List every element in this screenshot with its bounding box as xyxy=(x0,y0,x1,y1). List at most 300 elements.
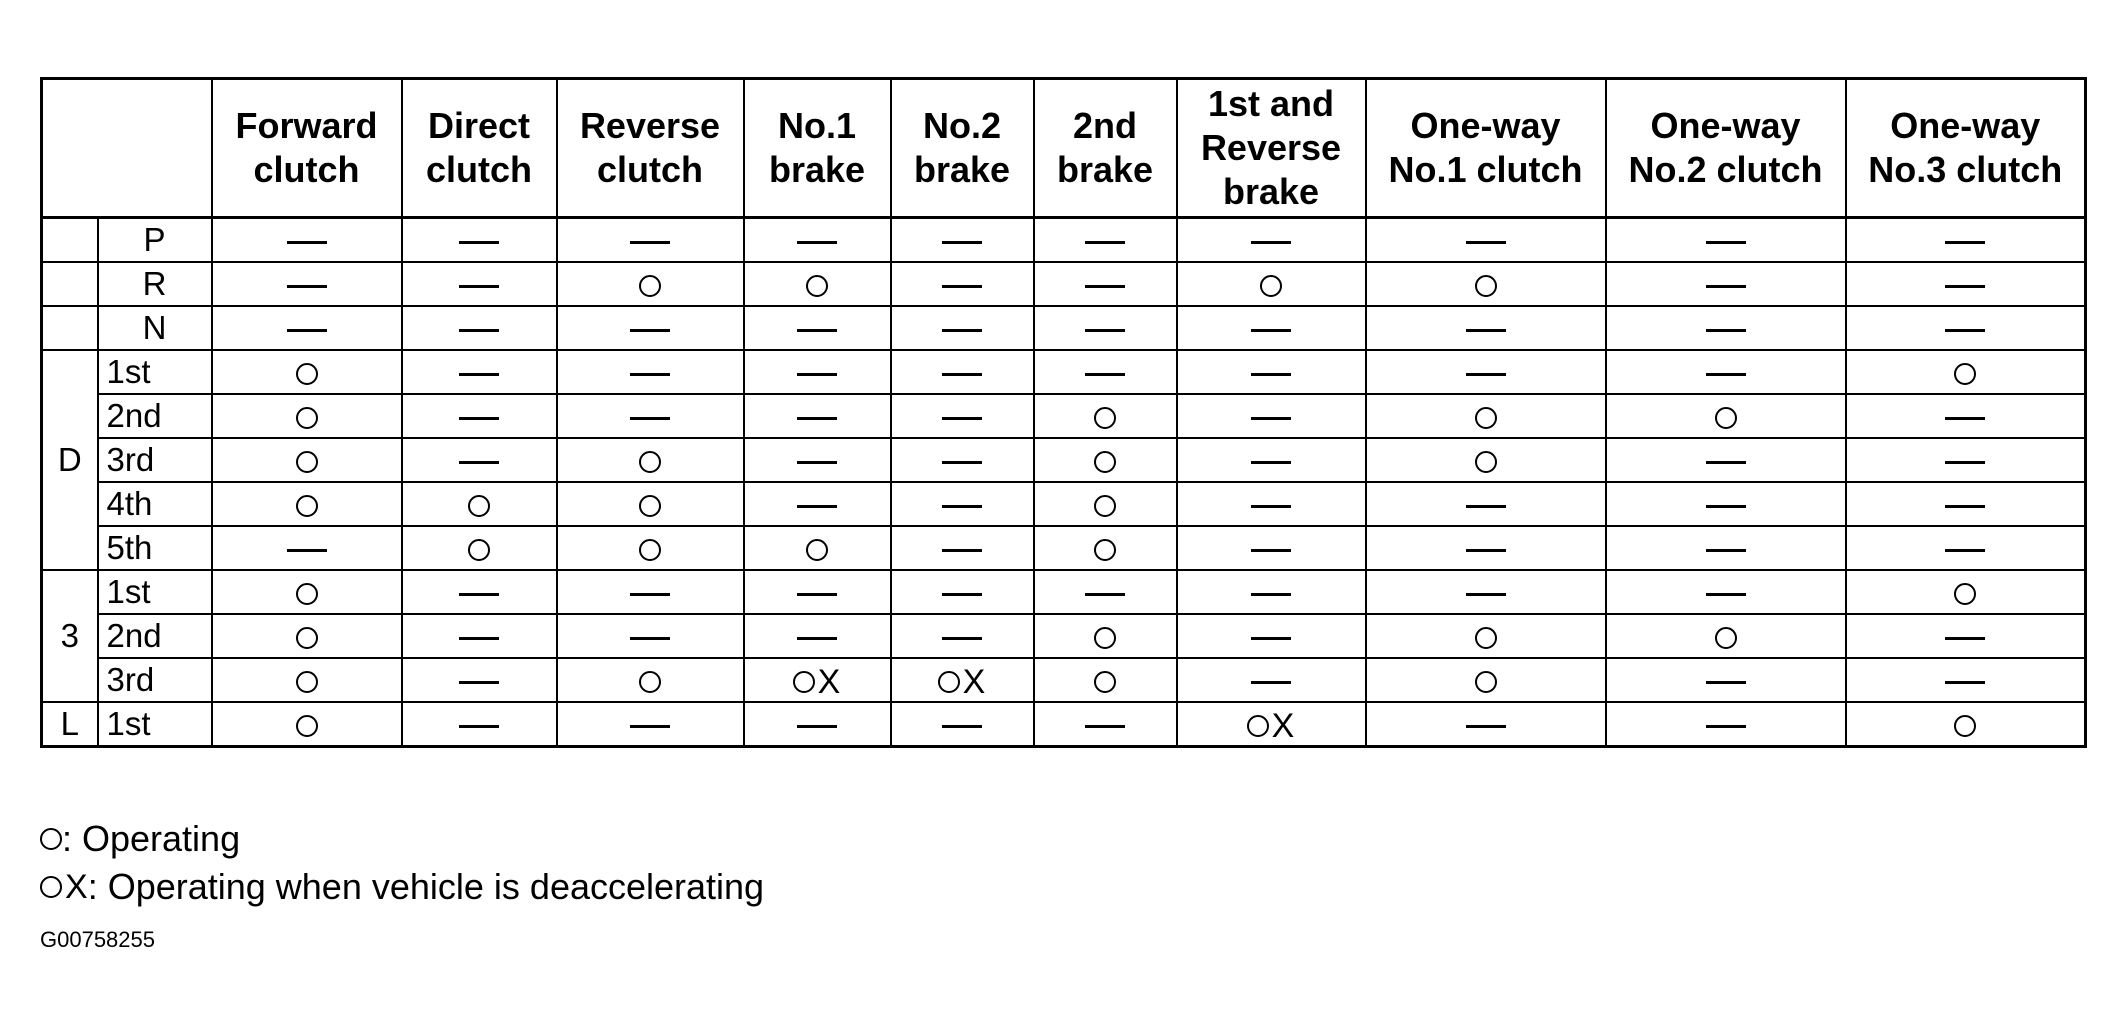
operation-cell xyxy=(744,438,891,482)
not-operating-dash xyxy=(287,329,327,332)
column-header-line: Forward xyxy=(235,105,378,146)
operation-cell xyxy=(1034,218,1177,263)
operation-cell xyxy=(891,526,1034,570)
operating-circle-icon xyxy=(639,451,661,473)
column-header xyxy=(557,79,744,218)
operating-circle-icon xyxy=(1094,539,1116,561)
operation-cell xyxy=(402,218,557,263)
column-header-line: 1st and xyxy=(1207,83,1335,124)
column-header-line: No.3 clutch xyxy=(1868,149,2063,190)
operation-cell xyxy=(1034,438,1177,482)
not-operating-dash xyxy=(459,285,499,288)
operation-cell xyxy=(1034,394,1177,438)
operation-cell xyxy=(1177,702,1366,747)
column-header xyxy=(744,79,891,218)
operating-circle-icon xyxy=(296,495,318,517)
not-operating-dash xyxy=(942,329,982,332)
not-operating-dash xyxy=(797,329,837,332)
operation-cell xyxy=(212,570,402,614)
operation-cell xyxy=(1177,614,1366,658)
operating-circle-icon xyxy=(1094,495,1116,517)
range-label: N xyxy=(98,306,212,350)
gear-label: 1st xyxy=(98,350,212,394)
legend-symbol xyxy=(40,870,88,904)
operation-cell xyxy=(1846,614,2086,658)
operation-cell xyxy=(557,262,744,306)
table-header-row xyxy=(42,79,2086,218)
not-operating-dash xyxy=(1251,329,1291,332)
operating-circle-icon xyxy=(1715,627,1737,649)
operation-cell xyxy=(212,350,402,394)
operation-cell xyxy=(1034,526,1177,570)
operation-cell xyxy=(557,306,744,350)
column-header-line: One-way xyxy=(1650,105,1801,146)
operation-cell xyxy=(1366,350,1606,394)
not-operating-dash xyxy=(1706,461,1746,464)
not-operating-dash xyxy=(1251,593,1291,596)
table-row xyxy=(42,570,2086,614)
operation-cell xyxy=(557,218,744,263)
operation-cell xyxy=(212,482,402,526)
operation-cell xyxy=(891,614,1034,658)
operation-cell xyxy=(1606,438,1846,482)
operating-circle-icon xyxy=(1954,715,1976,737)
operation-cell xyxy=(1366,218,1606,263)
operation-cell xyxy=(891,218,1034,263)
not-operating-dash xyxy=(1706,725,1746,728)
operation-cell xyxy=(402,262,557,306)
operating-circle-icon xyxy=(468,539,490,561)
legend-item-deaccelerating xyxy=(40,863,764,911)
operation-cell xyxy=(1366,658,1606,702)
not-operating-dash xyxy=(1085,285,1125,288)
not-operating-dash xyxy=(1945,329,1985,332)
operation-cell xyxy=(744,526,891,570)
operation-cell xyxy=(744,262,891,306)
not-operating-dash xyxy=(459,725,499,728)
not-operating-dash xyxy=(459,373,499,376)
not-operating-dash xyxy=(459,241,499,244)
column-header-line: No.1 clutch xyxy=(1388,149,1583,190)
column-header-line: 2nd xyxy=(1072,105,1137,146)
operating-circle-icon xyxy=(1094,671,1116,693)
column-header xyxy=(891,79,1034,218)
operation-cell xyxy=(1366,262,1606,306)
operation-cell xyxy=(402,614,557,658)
deaccelerating-x-mark: X xyxy=(65,868,88,906)
table-row xyxy=(42,658,2086,702)
table-row xyxy=(42,438,2086,482)
operation-cell xyxy=(744,218,891,263)
operation-cell xyxy=(891,658,1034,702)
operation-cell xyxy=(1846,482,2086,526)
column-header-line: One-way xyxy=(1410,105,1561,146)
column-header-line: No.2 xyxy=(922,105,1001,146)
not-operating-dash xyxy=(1085,241,1125,244)
not-operating-dash xyxy=(1085,593,1125,596)
operating-circle-icon xyxy=(296,363,318,385)
operation-cell xyxy=(557,526,744,570)
range-label: 3 xyxy=(42,570,98,702)
not-operating-dash xyxy=(1945,417,1985,420)
operating-circle-icon xyxy=(40,828,62,850)
column-header-line: brake xyxy=(768,149,866,190)
deaccelerating-x-mark: X xyxy=(1271,707,1296,746)
not-operating-dash xyxy=(459,637,499,640)
column-header xyxy=(1846,79,2086,218)
clutch-brake-operation-table xyxy=(40,77,2087,748)
range-blank-cell xyxy=(42,218,98,263)
operating-circle-icon xyxy=(806,539,828,561)
operating-circle-icon xyxy=(639,275,661,297)
operation-cell xyxy=(1034,658,1177,702)
operation-cell xyxy=(891,306,1034,350)
operation-cell xyxy=(744,614,891,658)
not-operating-dash xyxy=(797,593,837,596)
operation-cell xyxy=(1846,350,2086,394)
operation-cell xyxy=(212,218,402,263)
not-operating-dash xyxy=(1466,549,1506,552)
operating-circle-icon xyxy=(639,539,661,561)
operation-cell xyxy=(891,262,1034,306)
operation-cell xyxy=(1606,614,1846,658)
column-header xyxy=(1366,79,1606,218)
operation-cell xyxy=(557,482,744,526)
column-header xyxy=(212,79,402,218)
not-operating-dash xyxy=(1706,593,1746,596)
operation-cell xyxy=(557,702,744,747)
not-operating-dash xyxy=(1251,549,1291,552)
operating-circle-icon xyxy=(806,275,828,297)
operation-cell xyxy=(402,482,557,526)
operation-cell xyxy=(1034,702,1177,747)
table-row xyxy=(42,526,2086,570)
operation-cell xyxy=(557,658,744,702)
column-header-line: clutch xyxy=(253,149,360,190)
column-header-line: brake xyxy=(1056,149,1154,190)
operation-cell xyxy=(1366,526,1606,570)
operation-cell xyxy=(744,394,891,438)
operation-cell xyxy=(212,702,402,747)
operation-cell xyxy=(891,394,1034,438)
column-header-line: Reverse xyxy=(579,105,721,146)
operation-cell xyxy=(1034,262,1177,306)
not-operating-dash xyxy=(1706,505,1746,508)
not-operating-dash xyxy=(1945,461,1985,464)
not-operating-dash xyxy=(1706,285,1746,288)
range-label: L xyxy=(42,702,98,747)
operating-circle-icon xyxy=(1475,451,1497,473)
not-operating-dash xyxy=(1945,285,1985,288)
not-operating-dash xyxy=(1251,373,1291,376)
not-operating-dash xyxy=(1706,373,1746,376)
operation-cell xyxy=(212,262,402,306)
not-operating-dash xyxy=(797,505,837,508)
operating-circle-icon xyxy=(1247,715,1269,737)
not-operating-dash xyxy=(1251,681,1291,684)
operation-cell xyxy=(1177,218,1366,263)
not-operating-dash xyxy=(1706,329,1746,332)
legend-item-operating xyxy=(40,815,764,863)
operation-cell xyxy=(891,438,1034,482)
not-operating-dash xyxy=(942,461,982,464)
not-operating-dash xyxy=(1251,461,1291,464)
operation-cell xyxy=(1034,482,1177,526)
operating-circle-icon xyxy=(1954,583,1976,605)
not-operating-dash xyxy=(942,637,982,640)
operation-cell xyxy=(1846,526,2086,570)
operating-circle-icon xyxy=(468,495,490,517)
operation-cell xyxy=(1606,702,1846,747)
column-header-line: One-way xyxy=(1890,105,2041,146)
not-operating-dash xyxy=(1466,593,1506,596)
operation-cell xyxy=(212,394,402,438)
range-blank-cell xyxy=(42,262,98,306)
gear-label: 2nd xyxy=(98,614,212,658)
not-operating-dash xyxy=(942,505,982,508)
operating-circle-icon xyxy=(1715,407,1737,429)
operation-cell xyxy=(402,438,557,482)
not-operating-dash xyxy=(1945,241,1985,244)
gear-label: 1st xyxy=(98,702,212,747)
not-operating-dash xyxy=(1085,373,1125,376)
operation-cell xyxy=(402,658,557,702)
deaccelerating-x-mark: X xyxy=(962,663,987,702)
operation-cell xyxy=(891,570,1034,614)
not-operating-dash xyxy=(1706,549,1746,552)
operation-cell xyxy=(1606,482,1846,526)
operation-cell xyxy=(402,570,557,614)
column-header xyxy=(1606,79,1846,218)
operation-cell xyxy=(1177,526,1366,570)
table-row xyxy=(42,218,2086,263)
not-operating-dash xyxy=(1466,241,1506,244)
operation-cell xyxy=(1606,658,1846,702)
column-header-line: clutch xyxy=(596,149,703,190)
operating-circle-icon xyxy=(296,407,318,429)
operation-cell xyxy=(402,394,557,438)
legend-symbol xyxy=(40,828,62,850)
not-operating-dash xyxy=(459,593,499,596)
not-operating-dash xyxy=(459,681,499,684)
not-operating-dash xyxy=(797,373,837,376)
not-operating-dash xyxy=(1085,725,1125,728)
gear-label: 4th xyxy=(98,482,212,526)
not-operating-dash xyxy=(1251,417,1291,420)
deaccelerating-x-mark: X xyxy=(817,663,842,702)
operation-cell xyxy=(1034,350,1177,394)
operation-cell xyxy=(1177,570,1366,614)
not-operating-dash xyxy=(1466,725,1506,728)
not-operating-dash xyxy=(1706,681,1746,684)
operation-cell xyxy=(1606,262,1846,306)
column-header xyxy=(1177,79,1366,218)
legend xyxy=(40,815,764,911)
range-blank-cell xyxy=(42,306,98,350)
operating-circle-icon xyxy=(1094,451,1116,473)
table-row xyxy=(42,394,2086,438)
not-operating-dash xyxy=(797,461,837,464)
not-operating-dash xyxy=(942,285,982,288)
operation-cell xyxy=(1177,394,1366,438)
operation-cell xyxy=(1846,438,2086,482)
operation-cell xyxy=(744,350,891,394)
not-operating-dash xyxy=(942,593,982,596)
operating-circle-icon xyxy=(1475,627,1497,649)
operation-cell xyxy=(1034,306,1177,350)
operating-circle-icon xyxy=(40,876,62,898)
operation-cell xyxy=(402,350,557,394)
operation-cell xyxy=(402,702,557,747)
not-operating-dash xyxy=(942,725,982,728)
column-header-line: No.1 xyxy=(777,105,856,146)
column-header-line: brake xyxy=(913,149,1011,190)
not-operating-dash xyxy=(1466,505,1506,508)
not-operating-dash xyxy=(630,593,670,596)
not-operating-dash xyxy=(630,637,670,640)
operation-cell xyxy=(1846,658,2086,702)
not-operating-dash xyxy=(797,241,837,244)
not-operating-dash xyxy=(942,373,982,376)
operation-cell xyxy=(402,306,557,350)
gear-label: 3rd xyxy=(98,438,212,482)
range-label: D xyxy=(42,350,98,570)
operation-cell xyxy=(1366,570,1606,614)
operation-cell xyxy=(1366,438,1606,482)
operation-cell xyxy=(557,570,744,614)
gear-label: 2nd xyxy=(98,394,212,438)
operation-cell xyxy=(1177,350,1366,394)
operation-cell xyxy=(744,658,891,702)
operating-circle-icon xyxy=(639,671,661,693)
not-operating-dash xyxy=(1945,549,1985,552)
operation-cell xyxy=(1846,702,2086,747)
legend-text: : Operating when vehicle is deaccelerating xyxy=(87,866,765,907)
table-row xyxy=(42,702,2086,747)
not-operating-dash xyxy=(630,725,670,728)
not-operating-dash xyxy=(1945,637,1985,640)
column-header-line: Reverse xyxy=(1200,127,1342,168)
not-operating-dash xyxy=(630,373,670,376)
table-row xyxy=(42,482,2086,526)
operation-cell xyxy=(212,526,402,570)
operating-circle-icon xyxy=(1094,627,1116,649)
operating-circle-icon xyxy=(639,495,661,517)
operation-cell xyxy=(891,482,1034,526)
table-row xyxy=(42,350,2086,394)
operation-cell xyxy=(557,394,744,438)
operation-cell xyxy=(557,614,744,658)
not-operating-dash xyxy=(1085,329,1125,332)
not-operating-dash xyxy=(942,417,982,420)
operating-circle-icon xyxy=(1475,275,1497,297)
operation-cell xyxy=(744,570,891,614)
not-operating-dash xyxy=(1251,505,1291,508)
operation-cell xyxy=(1366,614,1606,658)
not-operating-dash xyxy=(1251,637,1291,640)
operating-circle-icon xyxy=(1954,363,1976,385)
operating-circle-icon xyxy=(1475,671,1497,693)
not-operating-dash xyxy=(630,329,670,332)
range-label: P xyxy=(98,218,212,263)
operation-cell xyxy=(1846,306,2086,350)
legend-text: : Operating xyxy=(62,818,241,859)
operating-circle-icon xyxy=(296,627,318,649)
operation-cell xyxy=(1034,570,1177,614)
gear-label: 3rd xyxy=(98,658,212,702)
not-operating-dash xyxy=(459,329,499,332)
operation-cell xyxy=(1366,394,1606,438)
operation-cell xyxy=(1177,438,1366,482)
not-operating-dash xyxy=(1466,329,1506,332)
table-row xyxy=(42,614,2086,658)
header-corner-cell xyxy=(42,79,212,218)
not-operating-dash xyxy=(1251,241,1291,244)
operation-cell xyxy=(1034,614,1177,658)
operating-circle-icon xyxy=(296,715,318,737)
not-operating-dash xyxy=(1945,505,1985,508)
gear-label: 5th xyxy=(98,526,212,570)
operation-cell xyxy=(557,350,744,394)
operating-circle-icon xyxy=(1475,407,1497,429)
column-header-line: brake xyxy=(1222,171,1320,212)
operation-cell xyxy=(402,526,557,570)
operating-circle-icon xyxy=(1094,407,1116,429)
not-operating-dash xyxy=(1945,681,1985,684)
table-row xyxy=(42,262,2086,306)
operation-cell xyxy=(212,438,402,482)
operating-circle-icon xyxy=(1260,275,1282,297)
operation-cell xyxy=(1366,306,1606,350)
operating-circle-icon xyxy=(296,671,318,693)
not-operating-dash xyxy=(942,241,982,244)
operation-cell xyxy=(1177,482,1366,526)
operation-cell xyxy=(891,350,1034,394)
operation-cell xyxy=(1846,262,2086,306)
operation-cell xyxy=(1177,306,1366,350)
column-header-line: No.2 clutch xyxy=(1628,149,1823,190)
table-row xyxy=(42,306,2086,350)
operation-cell xyxy=(744,482,891,526)
not-operating-dash xyxy=(942,549,982,552)
not-operating-dash xyxy=(630,417,670,420)
operation-cell xyxy=(891,702,1034,747)
not-operating-dash xyxy=(797,725,837,728)
operation-cell xyxy=(1366,482,1606,526)
operating-circle-icon xyxy=(938,671,960,693)
operation-cell xyxy=(1606,570,1846,614)
operation-cell xyxy=(212,614,402,658)
column-header-line: clutch xyxy=(425,149,532,190)
not-operating-dash xyxy=(797,417,837,420)
gear-label: 1st xyxy=(98,570,212,614)
not-operating-dash xyxy=(1466,373,1506,376)
column-header-line: Direct xyxy=(427,105,531,146)
operation-cell xyxy=(744,702,891,747)
operation-cell xyxy=(1177,262,1366,306)
operation-cell xyxy=(1846,218,2086,263)
operation-cell xyxy=(212,306,402,350)
not-operating-dash xyxy=(287,285,327,288)
range-label: R xyxy=(98,262,212,306)
not-operating-dash xyxy=(459,461,499,464)
operation-cell xyxy=(1606,306,1846,350)
operation-cell xyxy=(1606,394,1846,438)
figure-id: G00758255 xyxy=(40,927,155,952)
operation-cell xyxy=(1606,350,1846,394)
operation-cell xyxy=(1846,570,2086,614)
not-operating-dash xyxy=(797,637,837,640)
